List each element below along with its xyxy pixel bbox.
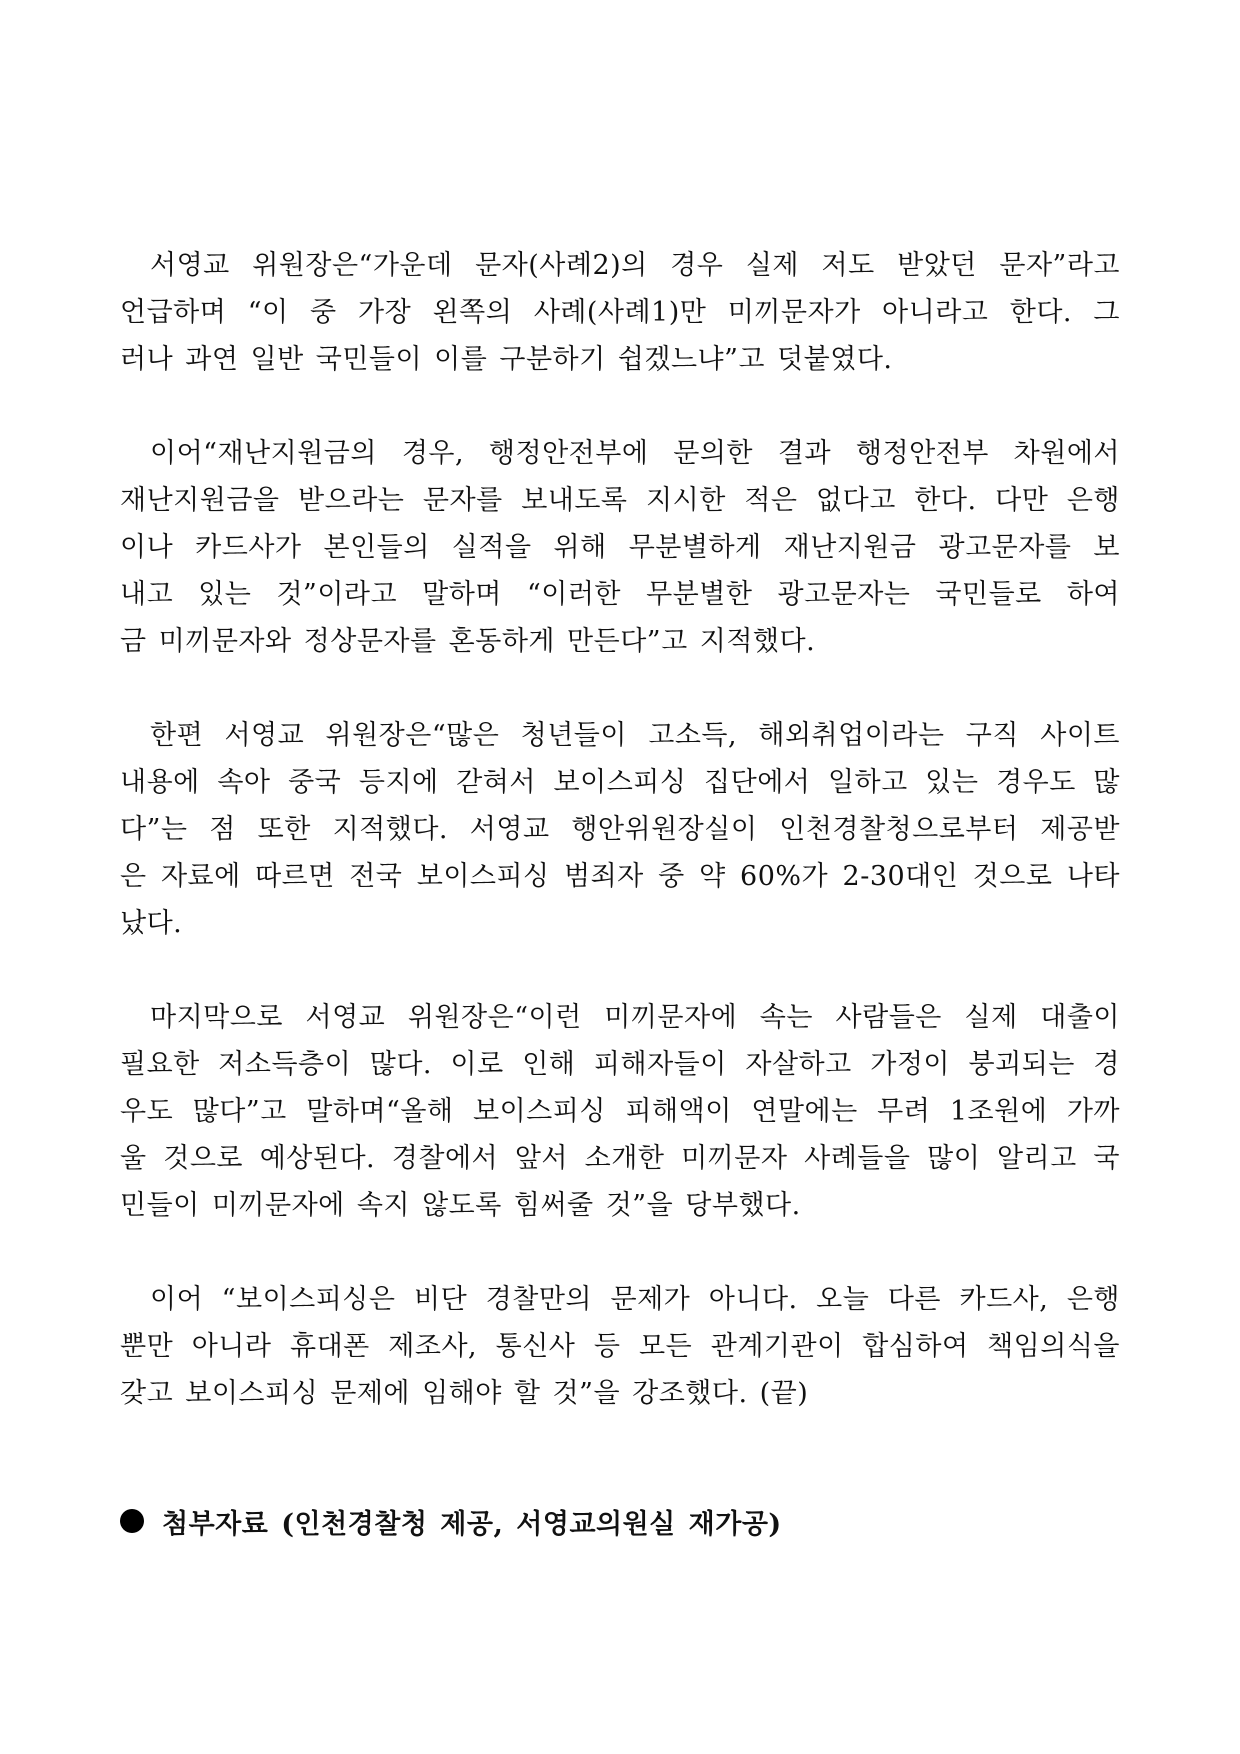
- paragraph-3: [120, 712, 1120, 947]
- text-line: 울 것으로 예상된다. 경찰에서 앞서 소개한 미끼문자 사례들을 많이 알리고 국: [120, 1143, 1120, 1174]
- text-line: 내용에 속아 중국 등지에 갇혀서 보이스피싱 집단에서 일하고 있는 경우도 많: [120, 767, 1120, 798]
- text-line: 서영교 위원장은“가운데 문자(사례2)의 경우 실제 저도 받았던 문자”라고: [150, 250, 1120, 281]
- text-line: 언급하며 “이 중 가장 왼쪽의 사례(사례1)만 미끼문자가 아니라고 한다. 그: [120, 297, 1120, 328]
- text-line: 이어 “보이스피싱은 비단 경찰만의 문제가 아니다. 오늘 다른 카드사, 은행: [150, 1284, 1120, 1315]
- text-line: 났다.: [120, 908, 183, 939]
- paragraph-1: [120, 242, 1120, 383]
- text-line: 갖고 보이스피싱 문제에 임해야 할 것”을 강조했다. (끝): [120, 1378, 809, 1409]
- text-line: 은 자료에 따르면 전국 보이스피싱 범죄자 중 약 60%가 2-30대인 것으로 나타: [120, 861, 1120, 892]
- text-line: 금 미끼문자와 정상문자를 혼동하게 만든다”고 지적했다.: [120, 626, 816, 657]
- text-line: 뿐만 아니라 휴대폰 제조사, 통신사 등 모든 관계기관이 합심하여 책임의식을: [120, 1331, 1120, 1362]
- text-line: 러나 과연 일반 국민들이 이를 구분하기 쉽겠느냐”고 덧붙였다.: [120, 344, 893, 375]
- text-line: 재난지원금을 받으라는 문자를 보내도록 지시한 적은 없다고 한다. 다만 은행: [120, 485, 1120, 516]
- text-line: 마지막으로 서영교 위원장은“이런 미끼문자에 속는 사람들은 실제 대출이: [150, 1002, 1120, 1033]
- text-line: 이나 카드사가 본인들의 실적을 위해 무분별하게 재난지원금 광고문자를 보: [120, 532, 1120, 563]
- text-line: 다”는 점 또한 지적했다. 서영교 행안위원장실이 인천경찰청으로부터 제공받: [120, 814, 1120, 845]
- paragraph-4: [120, 994, 1120, 1229]
- text-line: 이어“재난지원금의 경우, 행정안전부에 문의한 결과 행정안전부 차원에서: [150, 438, 1120, 469]
- attachment-title: 첨부자료 (인천경찰청 제공, 서영교의원실 재가공): [162, 1508, 782, 1540]
- text-line: 내고 있는 것”이라고 말하며 “이러한 무분별한 광고문자는 국민들로 하여: [120, 579, 1120, 610]
- paragraph-2: [120, 430, 1120, 665]
- text-line: 한편 서영교 위원장은“많은 청년들이 고소득, 해외취업이라는 구직 사이트: [150, 720, 1120, 751]
- press-release-body: [120, 242, 1120, 1464]
- text-line: 우도 많다”고 말하며“올해 보이스피싱 피해액이 연말에는 무려 1조원에 가까: [120, 1096, 1120, 1127]
- filled-circle-bullet-icon: [120, 1509, 144, 1533]
- text-line: 민들이 미끼문자에 속지 않도록 힘써줄 것”을 당부했다.: [120, 1190, 801, 1221]
- attachment-heading: [120, 1501, 1120, 1541]
- paragraph-5: [120, 1276, 1120, 1417]
- text-line: 필요한 저소득층이 많다. 이로 인해 피해자들이 자살하고 가정이 붕괴되는 경: [120, 1049, 1120, 1080]
